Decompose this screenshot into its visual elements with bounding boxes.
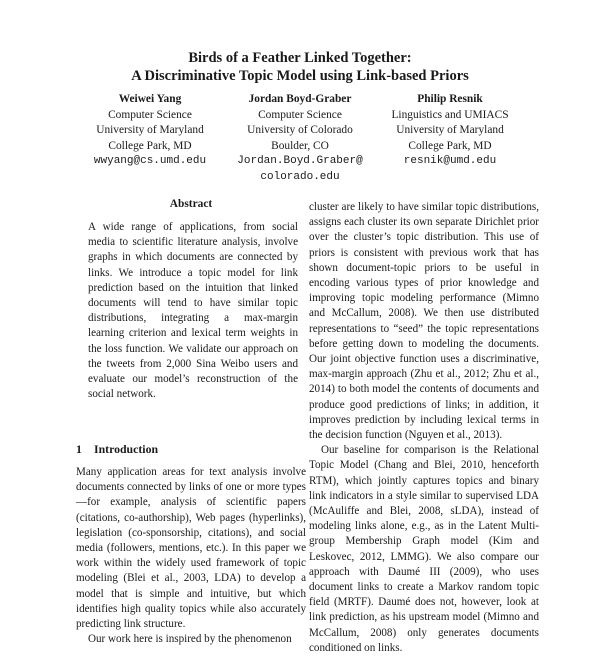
right-column-body: [309, 200, 539, 656]
paper-title: [0, 50, 600, 85]
section-heading-introduction: [76, 442, 158, 457]
introduction-body: [76, 465, 306, 647]
author-affiliation-line: Computer Science: [108, 108, 192, 121]
author-affiliation-line: University of Maryland: [96, 124, 204, 136]
author-name: Weiwei Yang: [118, 93, 182, 105]
abstract-body: [88, 220, 298, 402]
paragraph: Our baseline for comparison is the Relational Topic Model (Chang and Blei, 2010, henceforth RTM), which jointly captures topics and binary link indicators in a style similar to supervised LDA (McAuliffe and Blei, 2008, sLDA), instead of modeling links alone, e.g., as in the Latent Multi-group Membership Graph model (Kim and Leskovec, 2012, LMMG). We also compare our approach with Daumé III (2009), who uses document links to create a Markov random topic field (MRTF). Daumé does not, however, look at link prediction, as his upstream model (Mimno and McCallum, 2008) only generates documents conditioned on links.: [309, 444, 539, 654]
author-affiliation-line: Computer Science: [258, 108, 342, 121]
paragraph: cluster are likely to have similar topic distributions, assigns each cluster its own separate Dirichlet prior over the cluster’s topic distribution. This use of priors is consistent with previous work that has shown document-topic priors to be useful in encoding various types of prior knowledge and improving topic modeling performance (Mimno and McCallum, 2008). We then use distributed representations to “seed” the topic representations before getting down to modeling the documents. Our joint objective function uses a discriminative, max-margin approach (Zhu et al., 2012; Zhu et al., 2014) to both model the contents of documents and produce good predictions of links; in addition, it improves prediction by including lexical terms in the decision function (Nguyen et al., 2013).: [309, 201, 539, 442]
author-affiliation-line: College Park, MD: [408, 139, 492, 152]
section-number: 1: [76, 442, 82, 456]
author-affiliation-line: University of Colorado: [247, 124, 353, 136]
author-name: Philip Resnik: [417, 93, 483, 105]
paragraph: Our work here is inspired by the phenomenon: [88, 633, 292, 646]
author-affiliation-line: Linguistics and UMIACS: [391, 108, 509, 121]
abstract-text: A wide range of applications, from social media to scientific literature analysis, involve graphs in which documents are connected by links. We introduce a topic model for link prediction based on the intuition that linked documents will tend to have similar topic distributions, integrating a max-margin learning criterion and lexical term weights in the loss function. We validate our approach on the tweets from 2,000 Sina Weibo users and evaluate our model’s reconstruction of the social network.: [88, 221, 298, 401]
author-name: Jordan Boyd-Graber: [248, 93, 352, 105]
author-email: resnik@umd.edu: [403, 155, 497, 167]
author-affiliation-line: Boulder, CO: [271, 139, 329, 152]
abstract-heading: Abstract: [169, 198, 213, 210]
author-affiliation-line: College Park, MD: [108, 139, 192, 152]
author-affiliation-line: University of Maryland: [396, 124, 504, 136]
section-title: Introduction: [94, 442, 159, 456]
author-email: wwyang@cs.umd.edu: [93, 155, 207, 167]
title-line-2: A Discriminative Topic Model using Link-based Priors: [131, 67, 469, 84]
paragraph: Many application areas for text analysis involve documents connected by links of one or more types—for example, analysis of scientific papers (citations, co-authorship), Web pages (hyperlinks), legislation (co-sponsorship, citations), and social media (followers, mentions, etc.). In this paper we work within the widely used framework of topic modeling (Blei et al., 2003, LDA) to develop a model that is simple and intuitive, but which identifies high quality topics while also accurately predicting link structure.: [76, 466, 306, 631]
author-philip-resnik: [365, 92, 535, 170]
author-email-continued: colorado.edu: [260, 170, 340, 183]
author-email: Jordan.Boyd.Graber@: [237, 155, 363, 167]
title-line-1: Birds of a Feather Linked Together:: [188, 50, 412, 66]
